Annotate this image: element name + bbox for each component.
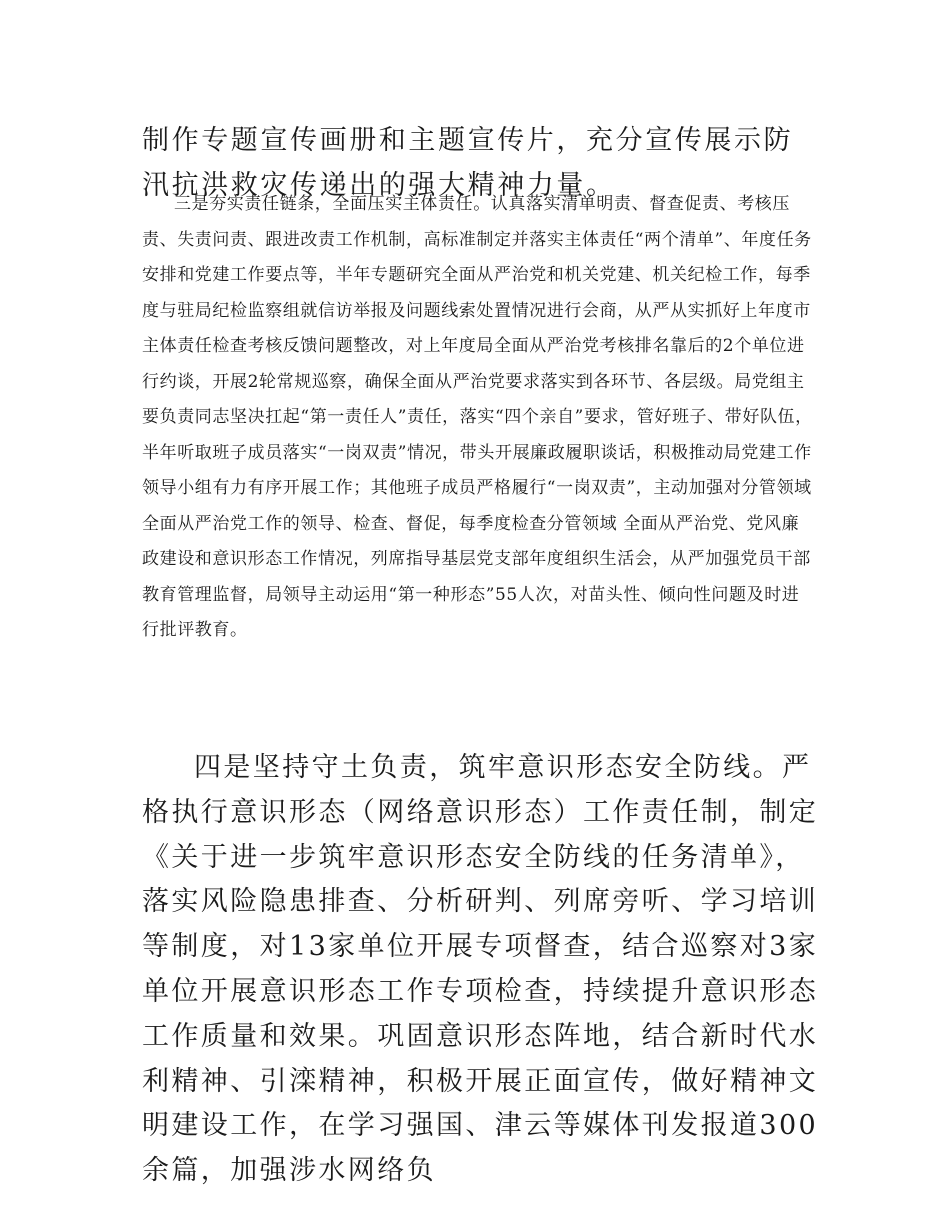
paragraph-responsibility-chain xyxy=(142,175,814,649)
paragraph-ideology-security-text: 四是坚持守土负责，筑牢意识形态安全防线。严格执行意识形态（网络意识形态）工作责任制，制定《关于进一步筑牢意识形态安全防线的任务清单》，落实风险隐患排查、分析研判、列席旁听、学习培训等制度，对13家单位开展专项督查，结合巡察对3家单位开展意识形态工作专项检查，持续提升意识形态工作质量和效果。巩固意识形态阵地，结合新时代水利精神、引滦精神，积极开展正面宣传，做好精神文明建设工作，在学习强国、津云等媒体刊发报道300余篇，加强涉水网络负 xyxy=(142,752,819,1187)
paragraph-responsibility-chain-text: 三是夯实责任链条，全面压实主体责任。认真落实清单明责、督查促责、考核压责、失责问责、跟进改责工作机制，高标准制定并落实主体责任“两个清单”、年度任务安排和党建工作要点等，半年专题研究全面从严治党和机关党建、机关纪检工作，每季度与驻局纪检监察组就信访举报及问题线索处置情况进行会商，从严从实抓好上年度市主体责任检查考核反馈问题整改，对上年度局全面从严治党考核排名靠后的2个单位进行约谈，开展2轮常规巡察，确保全面从严治党要求落实到各环节、各层级。局党组主要负责同志坚决扛起“第一责任人”责任，落实“四个亲自”要求，管好班子、带好队伍，半年听取班子成员落实“一岗双责”情况，带头开展廉政履职谈话，积极推动局党建工作领导小组有力有序开展工作；其他班子成员严格履行“一岗双责”，主动加强对分管领域全面从严治党工作的领导、检查、督促，每季度检查分管领域 全面从严治党、党风廉政建设和意识形态工作情况，列席指导基层党支部年度组织生活会，从严加强党员干部教育管理监督，局领导主动运用“第一种形态”55人次，对苗头性、倾向性问题及时进行批评教育。 xyxy=(142,194,813,640)
paragraph-publicity: 制作专题宣传画册和主题宣传片，充分宣传展示防汛抗洪救灾传递出的强大精神力量。 xyxy=(142,125,794,201)
paragraph-ideology-security xyxy=(142,746,824,1194)
